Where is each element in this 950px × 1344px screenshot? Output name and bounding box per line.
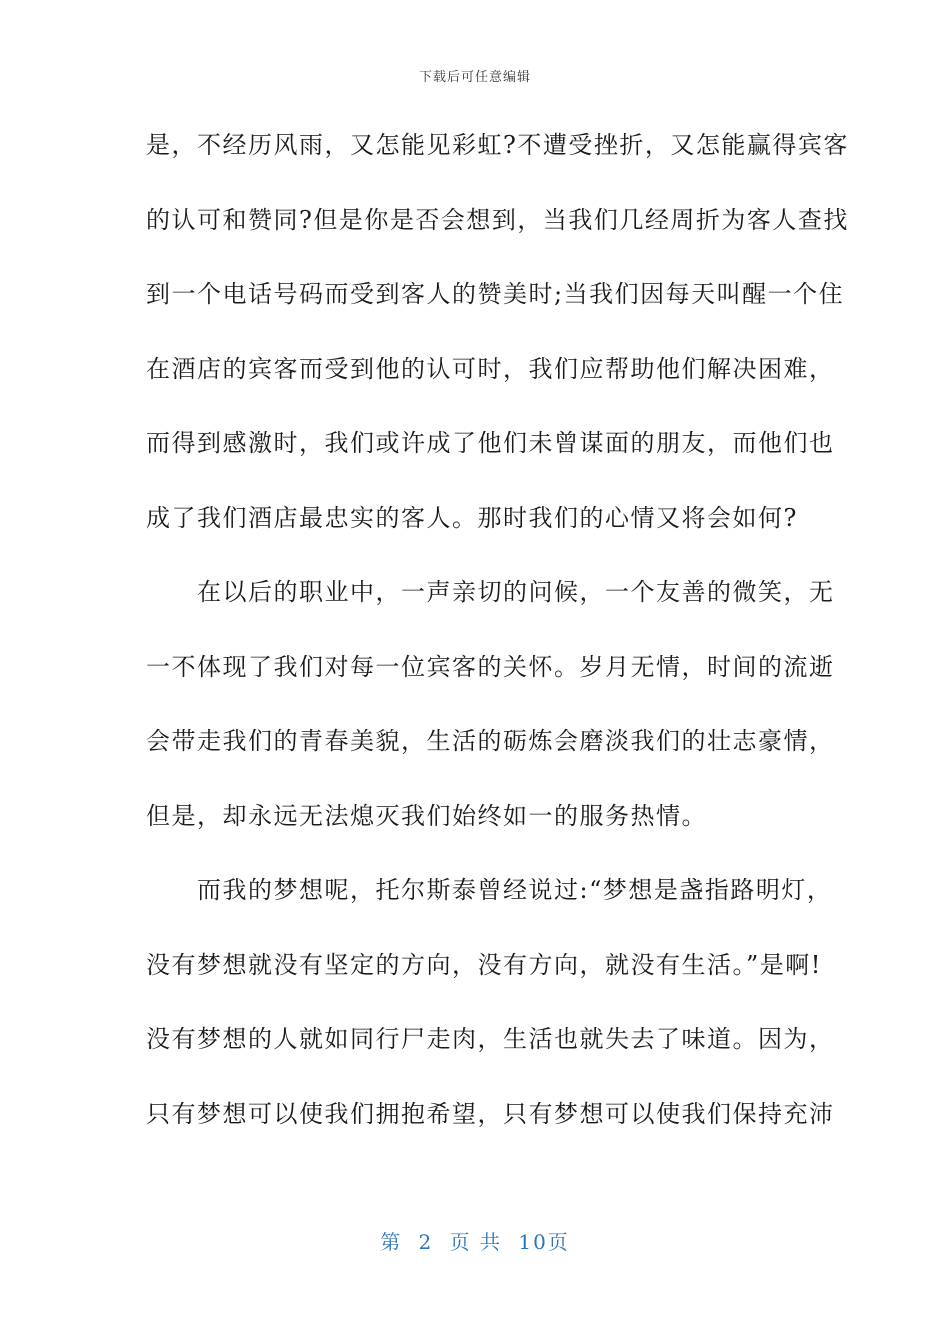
text-line: 只有梦想可以使我们拥抱希望，只有梦想可以使我们保持充沛 xyxy=(146,1099,835,1128)
text-line: 是，不经历风雨，又怎能见彩虹?不遭受挫折，又怎能赢得宾客 xyxy=(146,131,849,159)
text-line: 会带走我们的青春美貌，生活的砺炼会磨淡我们的壮志豪情， xyxy=(146,727,835,755)
text-line: 而我的梦想呢，托尔斯泰曾经说过:“梦想是盏指路明灯， xyxy=(146,876,833,904)
text-line: 没有梦想的人就如同行尸走肉，生活也就失去了味道。因为， xyxy=(146,1025,835,1053)
text-line: 在酒店的宾客而受到他的认可时，我们应帮助他们解决困难， xyxy=(146,354,835,383)
footer-total-pages: 10页 xyxy=(518,1230,570,1254)
page-footer xyxy=(0,1226,950,1255)
footer-middle: 页 共 xyxy=(449,1230,502,1254)
body-text xyxy=(146,120,849,1163)
text-line: 在以后的职业中，一声亲切的问候，一个友善的微笑，无 xyxy=(146,578,835,606)
text-line: 而得到感激时，我们或许成了他们未曾谋面的朋友，而他们也 xyxy=(146,429,835,457)
text-line: 没有梦想就没有坚定的方向，没有方向，就没有生活。”是啊! xyxy=(146,950,822,979)
footer-prefix: 第 xyxy=(380,1230,403,1254)
text-line: 的认可和赞同?但是你是否会想到，当我们几经周折为客人查找 xyxy=(146,205,849,234)
text-line: 成了我们酒店最忠实的客人。那时我们的心情又将会如何? xyxy=(146,503,798,532)
text-line: 一不体现了我们对每一位宾客的关怀。岁月无情，时间的流逝 xyxy=(146,652,835,681)
footer-current-page: 2 xyxy=(418,1230,434,1254)
header-note: 下载后可任意编辑 xyxy=(418,70,531,85)
text-line: 到一个电话号码而受到客人的赞美时;当我们因每天叫醒一个住 xyxy=(146,280,845,308)
text-line: 但是，却永远无法熄灭我们始终如一的服务热情。 xyxy=(146,801,707,830)
